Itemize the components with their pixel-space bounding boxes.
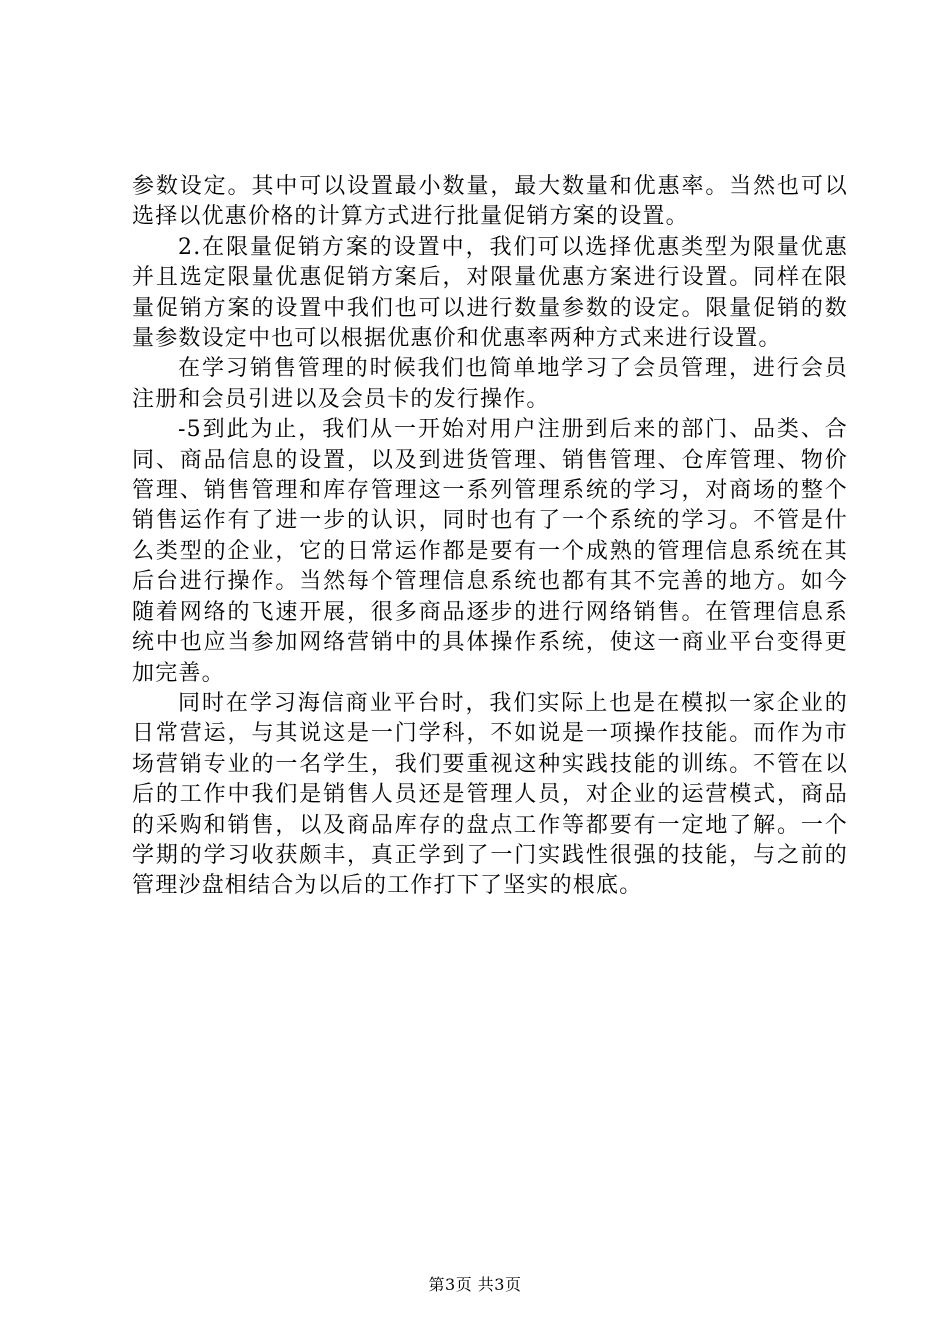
paragraph-member-management: 在学习销售管理的时候我们也简单地学习了会员管理，进行会员注册和会员引进以及会员卡的发行操作。 (132, 356, 848, 412)
paragraph-continuation: 参数设定。其中可以设置最小数量，最大数量和优惠率。当然也可以选择以优惠价格的计算方式进行批量促销方案的设置。 (132, 174, 848, 230)
paragraph-summary: -5到此为止，我们从一开始对用户注册到后来的部门、品类、合同、商品信息的设置，以及到进货管理、销售管理、仓库管理、物价管理、销售管理和库存管理这一系列管理系统的学习，对商场的整个销售运作有了进一步的认识，同时也有了一个系统的学习。不管是什么类型的企业，它的日常运作都是要有一个成熟的管理信息系统在其后台进行操作。当然每个管理信息系统也都有其不完善的地方。如今随着网络的飞速开展，很多商品逐步的进行网络销售。在管理信息系统中也应当参加网络营销中的具体操作系统，使这一商业平台变得更加完善。 (132, 417, 848, 686)
page-footer: 第3页 共3页 (428, 1275, 522, 1294)
document-body (132, 172, 848, 902)
paragraph-limited-promotion: 2.在限量促销方案的设置中，我们可以选择优惠类型为限量优惠并且选定限量优惠促销方案后，对限量优惠方案进行设置。同样在限量促销方案的设置中我们也可以进行数量参数的设定。限量促销的数量参数设定中也可以根据优惠价和优惠率两种方式来进行设置。 (132, 234, 848, 352)
paragraph-conclusion: 同时在学习海信商业平台时，我们实际上也是在模拟一家企业的日常营运，与其说这是一门学科，不如说是一项操作技能。而作为市场营销专业的一名学生，我们要重视这种实践技能的训练。不管在以后的工作中我们是销售人员还是管理人员，对企业的运营模式，商品的采购和销售，以及商品库存的盘点工作等都要有一定地了解。一个学期的学习收获颇丰，真正学到了一门实践性很强的技能，与之前的管理沙盘相结合为以后的工作打下了坚实的根底。 (132, 690, 848, 899)
